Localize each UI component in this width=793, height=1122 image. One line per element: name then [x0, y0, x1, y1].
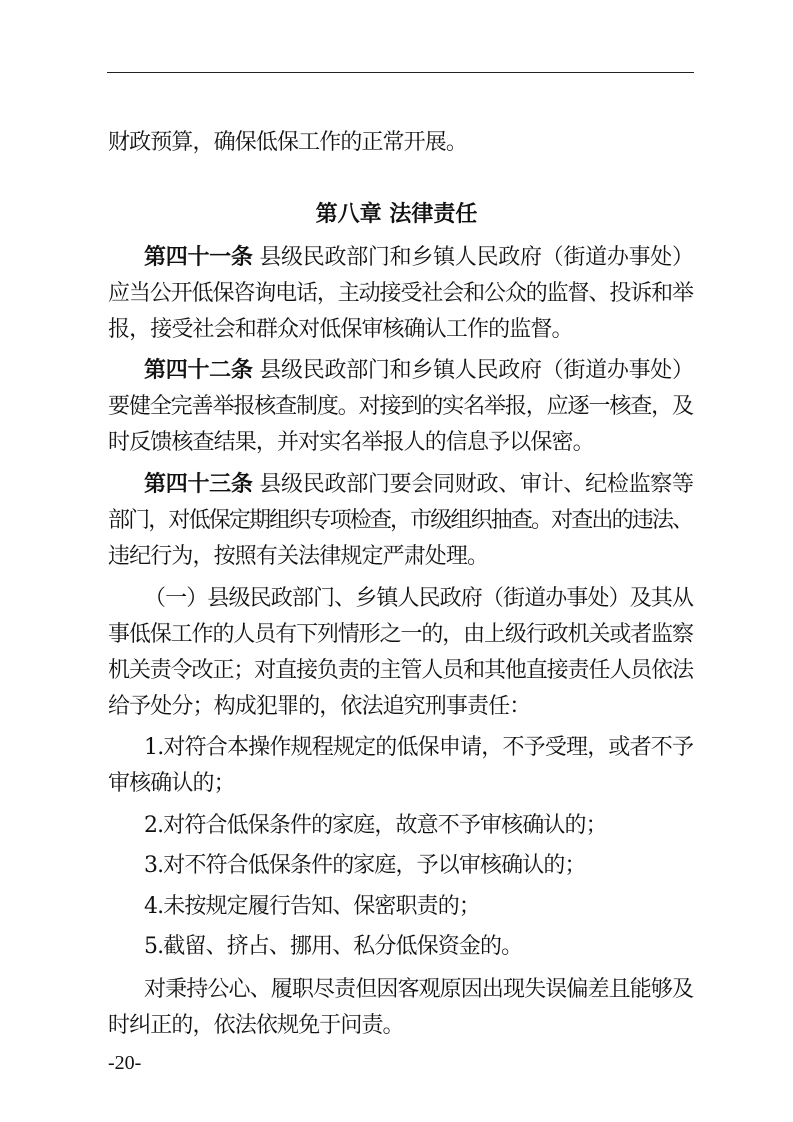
body-line: 时反馈核查结果，并对实名举报人的信息予以保密。	[108, 430, 594, 455]
page-number: -20-	[108, 1052, 142, 1074]
body-line: 应当公开低保咨询电话，主动接受社会和公众的监督、投诉和举	[108, 281, 693, 306]
body-line: 违纪行为，按照有关法律规定严肃处理。	[108, 544, 489, 569]
list-item: 2.对符合低保条件的家庭，故意不予审核确认的；	[144, 813, 607, 838]
header-rule	[107, 72, 694, 73]
article-42-line	[144, 356, 694, 386]
chapter-heading: 第八章 法律责任	[315, 202, 478, 227]
article-label: 第四十一条	[144, 245, 253, 270]
list-item: 4.未按规定履行告知、保密职责的；	[144, 894, 481, 919]
body-line: 财政预算，确保低保工作的正常开展。	[108, 130, 468, 155]
list-item: 1.对符合本操作规程规定的低保申请，不予受理，或者不予	[144, 735, 694, 760]
body-line: 要健全完善举报核查制度。对接到的实名举报，应逐一核查，及	[108, 394, 693, 419]
body-line: 给予处分；构成犯罪的，依法追究刑事责任：	[108, 694, 531, 719]
article-label: 第四十三条	[144, 472, 253, 497]
body-line: 时纠正的，依法依规免于问责。	[108, 1013, 404, 1038]
closing-line: 对秉持公心、履职尽责但因客观原因出现失误偏差且能够及	[144, 977, 694, 1002]
body-line: 事低保工作的人员有下列情形之一的，由上级行政机关或者监察	[108, 622, 693, 647]
article-text: 县级民政部门和乡镇人民政府（街道办事处）	[252, 358, 694, 383]
article-43-line	[144, 470, 694, 500]
article-label: 第四十二条	[144, 358, 253, 383]
body-line: 机关责令改正；对直接负责的主管人员和其他直接责任人员依法	[108, 658, 693, 683]
body-line: 审核确认的；	[108, 771, 235, 796]
body-line: 部门，对低保定期组织专项检查，市级组织抽查。对查出的违法、	[108, 508, 693, 533]
list-item: 3.对不符合低保条件的家庭，予以审核确认的；	[144, 853, 586, 878]
list-item: 5.截留、挤占、挪用、私分低保资金的。	[144, 934, 523, 959]
article-text: 县级民政部门要会同财政、审计、纪检监察等	[252, 472, 694, 497]
article-text: 县级民政部门和乡镇人民政府（街道办事处）	[252, 245, 694, 270]
body-line: 报，接受社会和群众对低保审核确认工作的监督。	[108, 317, 573, 342]
article-41-line	[144, 243, 694, 273]
clause-line: （一）县级民政部门、乡镇人民政府（街道办事处）及其从	[144, 586, 694, 611]
